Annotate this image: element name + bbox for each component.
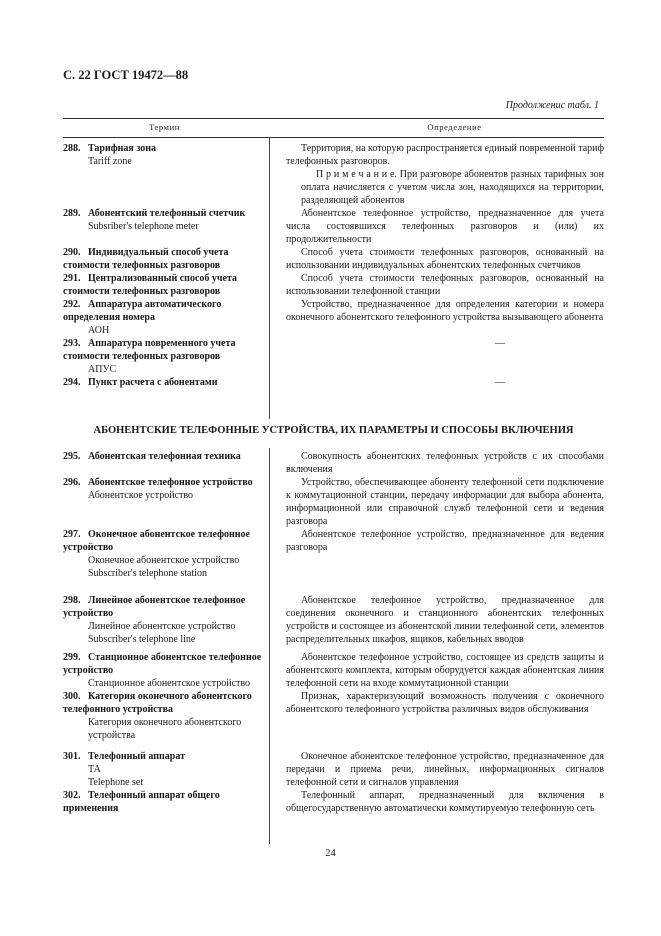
term-name (63, 594, 263, 620)
term-cell (63, 142, 273, 207)
term-number: 296. (63, 477, 81, 488)
table-continued-label: Продолженис табл. 1 (505, 100, 599, 111)
definition-note: П р и м е ч а н и е. При разговоре абонентов разных тарифных зон оплата начисляется с учетом числа зон, находящихся на территории, разделяющей абонентов (301, 169, 604, 206)
term-number: 295. (63, 451, 81, 462)
term-text: Пункт расчета с абонентами (88, 377, 218, 388)
definition-text: Абонентское телефонное устройство, состоящее из средств защиты и абонентского комплекта, которым оборудуется каждая абонентская линия телефонной сети на входе коммутационной станции (286, 652, 604, 689)
term-synonym: Subscriber's telephone station (88, 568, 207, 579)
term-cell (63, 272, 273, 298)
definition-dash: — (495, 338, 505, 349)
term-text: Линейное абонентское телефонное устройство (63, 595, 246, 619)
term-number: 298. (63, 595, 81, 606)
term-number: 289. (63, 208, 81, 219)
term-number: 299. (63, 652, 81, 663)
term-cell (63, 690, 273, 742)
term-cell (63, 298, 273, 337)
term-text: Централизованный способ учета стоимости телефонных разговоров (63, 273, 237, 297)
term-synonym: Категория оконечного абонентского устройства (88, 717, 242, 741)
definition-cell (273, 272, 604, 298)
section-title: АБОНЕНТСКИЕ ТЕЛЕФОННЫЕ УСТРОЙСТВА, ИХ ПАРАМЕТРЫ И СПОСОБЫ ВКЛЮЧЕНИЯ (93, 425, 574, 436)
definition-text: Абонентское телефонное устройство, предназначенное для соединения оконечного и станционного абонентских телефонных устройств и состоящее из абонентской линии телефонной сети, элементов распределительных шкафов, ящиков, кабельных вводов (286, 595, 604, 645)
term-cell (63, 789, 273, 815)
term-name (63, 142, 263, 155)
term-name (63, 476, 263, 489)
term-text: Телефонный аппарат (88, 751, 186, 762)
term-cell (63, 528, 273, 580)
definition-text: Совокупность абонентских телефонных устройств с их способами включения (286, 451, 604, 475)
term-number: 294. (63, 377, 81, 388)
term-cell (63, 337, 273, 376)
definition-text: Способ учета стоимости телефонных разговоров, основанный на использовании телефонной станции (286, 273, 604, 297)
definition-cell (273, 651, 604, 690)
term-text: Индивидуальный способ учета стоимости телефонных разговоров (63, 247, 229, 271)
table-row (63, 789, 604, 815)
term-synonym: АПУС (88, 364, 117, 375)
definition-text: Устройство, предназначенное для определения категории и номера оконечного абонентского телефонного устройства вызывающего абонента (286, 299, 604, 323)
term-synonym: Subscriber's telephone line (88, 634, 196, 645)
term-cell (63, 376, 273, 389)
term-name (63, 651, 263, 677)
definition-text: Телефонный аппарат, предназначенный для включения в общегосударственную автоматически коммутируемую телефонную сеть (286, 790, 604, 814)
term-synonym: Tariff zone (88, 156, 132, 167)
table-column-headers (63, 118, 604, 138)
term-name (63, 376, 263, 389)
definition-cell (273, 750, 604, 789)
term-name (63, 750, 263, 763)
definition-cell (273, 142, 604, 207)
term-name (63, 272, 263, 298)
definition-cell (273, 690, 604, 742)
term-name (63, 207, 263, 220)
table-row (63, 750, 604, 789)
definition-text: Устройство, обеспечивающее абоненту телефонной сети подключение к коммутационной станции, передачу информации для выбора абонента, информационной или справочной служб телефонной сети и ведения разговора (286, 477, 604, 527)
table-row (63, 337, 604, 376)
term-cell (63, 450, 273, 476)
table-row (63, 450, 604, 476)
page-header: С. 22 ГОСТ 19472—88 (63, 68, 189, 82)
table-row (63, 528, 604, 580)
term-number: 290. (63, 247, 81, 258)
definition-cell (273, 789, 604, 815)
term-number: 292. (63, 299, 81, 310)
definition-dash: — (495, 377, 505, 388)
definition-text: Абонентское телефонное устройство, предназначенное для ведения разговора (286, 529, 604, 553)
table-row (63, 142, 604, 207)
definition-cell (273, 450, 604, 476)
table-row (63, 246, 604, 272)
term-cell (63, 476, 273, 528)
term-text: Аппаратура повременного учета стоимости телефонных разговоров (63, 338, 236, 362)
definition-column-header: Определение (427, 122, 482, 132)
table-row (63, 207, 604, 246)
term-text: Станционное абонентское телефонное устройство (63, 652, 262, 676)
term-text: Телефонный аппарат общего применения (63, 790, 220, 814)
table-row (63, 651, 604, 690)
term-cell (63, 594, 273, 646)
term-text: Абонентское телефонное устройство (88, 477, 253, 488)
table-row (63, 376, 604, 389)
table-row (63, 272, 604, 298)
term-number: 288. (63, 143, 81, 154)
definition-cell (273, 298, 604, 337)
term-number: 301. (63, 751, 81, 762)
term-cell (63, 207, 273, 246)
definition-text: Абонентское телефонное устройство, предназначенное для учета числа состоявшихся телефонных разговоров и (или) их продолжительности (286, 208, 604, 245)
table-row (63, 298, 604, 337)
term-column-header: Термин (149, 122, 180, 132)
definition-cell (273, 376, 604, 389)
term-text: Абонентская телефонная техника (88, 451, 241, 462)
term-table-section-1 (63, 142, 604, 389)
table-row (63, 476, 604, 528)
term-cell (63, 246, 273, 272)
term-synonym: АОН (88, 325, 110, 336)
term-name (63, 337, 263, 363)
definition-cell (273, 246, 604, 272)
term-table-section-2 (63, 450, 604, 815)
term-number: 297. (63, 529, 81, 540)
term-name (63, 246, 263, 272)
term-text: Категория оконечного абонентского телефонного устройства (63, 691, 252, 715)
term-name (63, 690, 263, 716)
term-text: Абонентский телефонный счетчик (88, 208, 246, 219)
term-text: Тарифная зона (88, 143, 157, 154)
term-synonym: Линейное абонентское устройство (88, 621, 236, 632)
definition-cell (273, 207, 604, 246)
definition-cell (273, 528, 604, 580)
definition-cell (273, 337, 604, 376)
term-synonym: Subsriber's telephone meter (88, 221, 199, 232)
term-cell (63, 750, 273, 789)
term-number: 300. (63, 691, 81, 702)
term-synonym: Оконечное абонентское устройство (88, 555, 240, 566)
term-synonym: Абонентское устройство (88, 490, 194, 501)
term-name (63, 298, 263, 324)
term-text: Аппаратура автоматического определения номера (63, 299, 222, 323)
definition-cell (273, 476, 604, 528)
term-synonym: Станционное абонентское устройство (88, 678, 251, 689)
term-text: Оконечное абонентское телефонное устройство (63, 529, 250, 553)
definition-cell (273, 594, 604, 646)
term-number: 291. (63, 273, 81, 284)
term-name (63, 789, 263, 815)
term-number: 293. (63, 338, 81, 349)
definition-text: Способ учета стоимости телефонных разговоров, основанный на использовании индивидуальных абонентских телефонных счетчиков (286, 247, 604, 271)
term-synonym: Telephone set (88, 777, 144, 788)
term-name (63, 528, 263, 554)
term-synonym: ТА (88, 764, 101, 775)
page-number: 24 (325, 848, 336, 859)
term-number: 302. (63, 790, 81, 801)
table-row (63, 690, 604, 742)
term-name (63, 450, 263, 463)
term-cell (63, 651, 273, 690)
definition-text: Признак, характеризующий возможность получения с оконечного абонентского телефонного устройства различных видов обслуживания (286, 691, 604, 715)
table-row (63, 594, 604, 646)
definition-text: Территория, на которую распространяется единый повременной тариф телефонных разговоров. (286, 143, 604, 167)
definition-text: Оконечное абонентское телефонное устройство, предназначенное для передачи и приема речи, линейных, информационных сигналов телефонной сети и сигналов управления (286, 751, 604, 788)
